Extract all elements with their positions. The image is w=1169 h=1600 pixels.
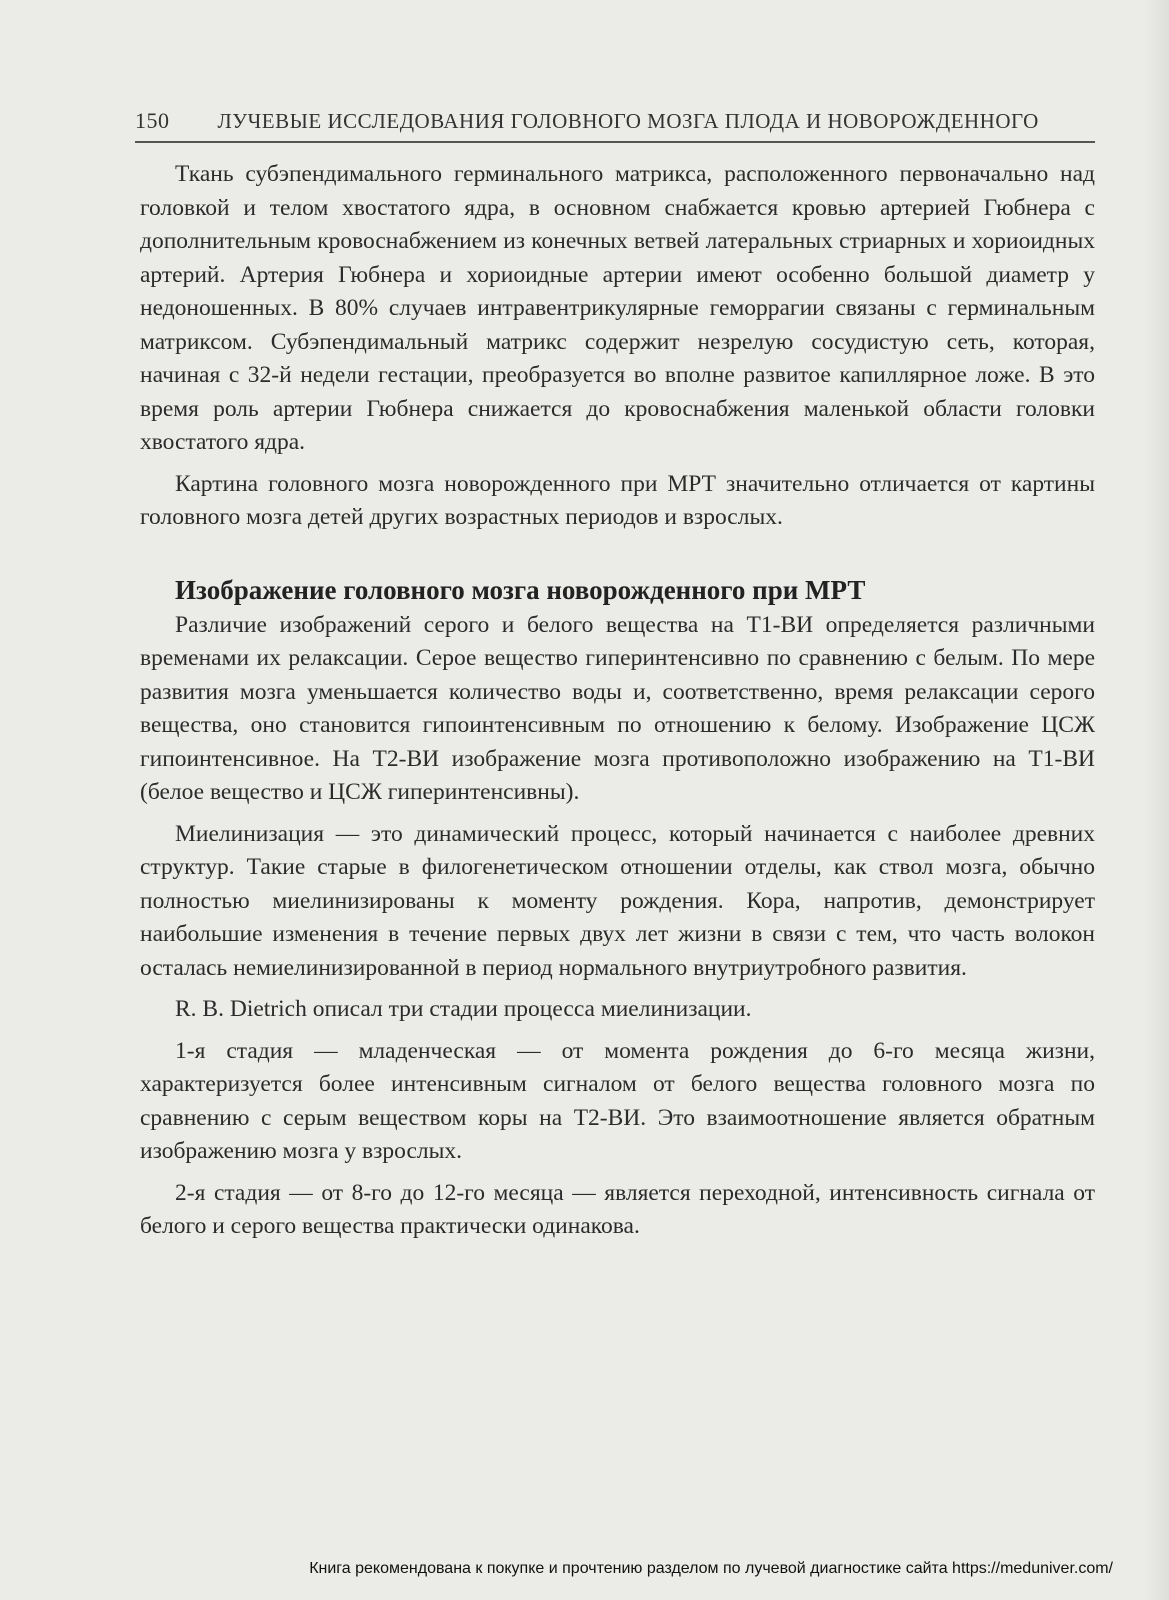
paragraph: Картина головного мозга новорожденного при МРТ значительно отличается от картины головного мозга детей других возрастных периодов и взрослых. — [140, 470, 1095, 530]
section-heading: Изображение головного мозга новорожденного при МРТ — [175, 574, 866, 605]
paragraph: Миелинизация — это динамический процесс, который начинается с наиболее древних структур. Такие старые в филогенетическом отношении отделы, как ствол мозга, обычно полностью миелинизированы к моменту рождения. Кора, напротив, демонстрирует наибольшие изменения в течение первых двух лет жизни в связи с тем, что часть волокон осталась немиелинизированной в период нормального внутриутробного развития. — [140, 820, 1095, 981]
running-title: ЛУЧЕВЫЕ ИССЛЕДОВАНИЯ ГОЛОВНОГО МОЗГА ПЛОДА И НОВОРОЖДЕННОГО — [217, 109, 1039, 133]
paragraph: R. B. Dietrich описал три стадии процесса миелинизации. — [175, 996, 752, 1022]
paragraph: Различие изображений серого и белого вещества на Т1-ВИ определяется различными временами их релаксации. Серое вещество гиперинтенсивно по сравнению с белым. По мере развития мозга уменьшается количество воды и, соответственно, время релаксации серого вещества, оно становится гипоинтенсивным по отношению к белому. Изображение ЦСЖ гипоинтенсивное. На Т2-ВИ изображение мозга противоположно изображению на Т1-ВИ (белое вещество и ЦСЖ гиперинтенсивны). — [140, 611, 1095, 805]
footer-credit: Книга рекомендована к покупке и прочтению разделом по лучевой диагностике сайта https://meduniver.com/ — [309, 1560, 1113, 1577]
header-rule — [135, 141, 1095, 143]
page-number: 150 — [135, 108, 170, 133]
running-header — [135, 108, 1095, 134]
paragraph: 2-я стадия — от 8-го до 12-го месяца — является переходной, интенсивность сигнала от белого и серого вещества практически одинакова. — [140, 1179, 1095, 1239]
paragraph: 1-я стадия — младенческая — от момента рождения до 6-го месяца жизни, характеризуется более интенсивным сигналом от белого вещества головного мозга по сравнению с серым веществом коры на Т2-ВИ. Это взаимоотношение является обратным изображению мозга у взрослых. — [140, 1037, 1095, 1164]
paragraph: Ткань субэпендимального герминального матрикса, расположенного первоначально над головкой и телом хвостатого ядра, в основном снабжается кровью артерией Гюбнера с дополнительным кровоснабжением из конечных ветвей латеральных стриарных и хориоидных артерий. Артерия Гюбнера и хориоидные артерии имеют особенно большой диаметр у недоношенных. В 80% случаев интравентрикулярные геморрагии связаны с герминальным матриксом. Субэпендимальный матрикс содержит незрелую сосудистую сеть, которая, начиная с 32-й недели гестации, преобразуется во вполне развитое капиллярное ложе. В это время роль артерии Гюбнера снижается до кровоснабжения маленькой области головки хвостатого ядра. — [140, 161, 1095, 455]
page-edge-shadow — [1145, 0, 1169, 1600]
page-content — [140, 158, 1095, 1252]
